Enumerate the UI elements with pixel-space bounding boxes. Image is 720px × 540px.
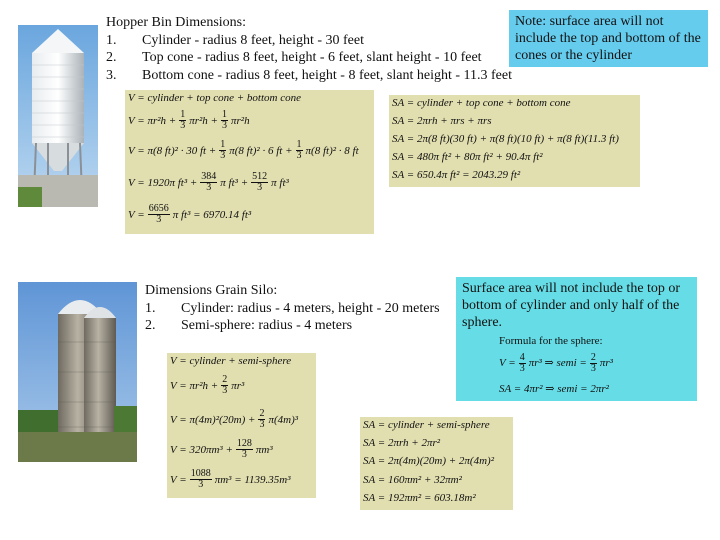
fraction: $\frac{2}{3}$ bbox=[222, 374, 228, 396]
fraction: $\frac{4}{3}$ bbox=[519, 352, 525, 374]
fraction: $\frac{1}{3}$ bbox=[296, 139, 302, 161]
fraction: $\frac{1}{3}$ bbox=[220, 139, 226, 161]
fraction: $\frac{1}{3}$ bbox=[221, 109, 227, 131]
formula-line: V = 1920π ft³ + $\frac{384}{3}$ π ft³ + $\frac{512}{3}$ π ft³ bbox=[128, 171, 289, 193]
sphere-volume-formula: V = $\frac{4}{3}$ πr³ ⇒ semi = $\frac{2}{3}$ πr³ bbox=[499, 352, 613, 374]
fraction: $\frac{2}{3}$ bbox=[259, 408, 265, 430]
formula-line: SA = 2πrh + 2πr² bbox=[363, 437, 441, 449]
formula-line: V = πr²h + $\frac{1}{3}$ πr²h + $\frac{1}{3}$ πr²h bbox=[128, 109, 250, 131]
formula-line: SA = 480π ft² + 80π ft² + 90.4π ft² bbox=[392, 151, 543, 163]
list-item: 1. Cylinder - radius 8 feet, height - 30 feet bbox=[106, 32, 364, 48]
fraction: $\frac{384}{3}$ bbox=[201, 171, 217, 193]
fraction: $\frac{6656}{3}$ bbox=[148, 203, 169, 225]
formula-line: SA = cylinder + top cone + bottom cone bbox=[392, 97, 571, 109]
surface-area-note: Note: surface area will not include the top and bottom of the cones or the cylinder bbox=[509, 10, 708, 67]
formula-line: V = πr²h + $\frac{2}{3}$ πr³ bbox=[170, 374, 245, 396]
formula-line: SA = cylinder + semi-sphere bbox=[363, 419, 490, 431]
formula-line: SA = 2π(4m)(20m) + 2π(4m)² bbox=[363, 455, 494, 467]
hopper-surface-area-box bbox=[389, 95, 640, 187]
formula-line: V = $\frac{6656}{3}$ π ft³ = 6970.14 ft³ bbox=[128, 203, 252, 225]
grain-silo-dimensions bbox=[145, 282, 455, 335]
formula-line: SA = 2πrh + πrs + πrs bbox=[392, 115, 492, 127]
fraction: $\frac{512}{3}$ bbox=[252, 171, 268, 193]
formula-line: V = cylinder + semi-sphere bbox=[170, 355, 292, 367]
formula-line: SA = 160πm² + 32πm² bbox=[363, 474, 462, 486]
formula-line: V = π(4m)²(20m) + $\frac{2}{3}$ π(4m)³ bbox=[170, 408, 299, 430]
fraction: $\frac{128}{3}$ bbox=[236, 438, 252, 460]
sphere-formula-title: Formula for the sphere: bbox=[499, 335, 603, 347]
grain-silo-photo bbox=[18, 282, 137, 462]
hopper-bin-dimensions bbox=[106, 14, 526, 84]
formula-line: V = $\frac{1088}{3}$ πm³ = 1139.35m³ bbox=[170, 468, 291, 490]
formula-line: SA = 192πm² = 603.18m² bbox=[363, 492, 476, 504]
list-item: 2. Semi-sphere: radius - 4 meters bbox=[145, 318, 353, 333]
formula-line: SA = 650.4π ft² = 2043.29 ft² bbox=[392, 169, 521, 181]
formula-line: SA = 2π(8 ft)(30 ft) + π(8 ft)(10 ft) + π(8 ft)(11.3 ft) bbox=[392, 133, 619, 145]
hopper-bin-photo bbox=[18, 25, 98, 207]
list-item: 3. Bottom cone - radius 8 feet, height - 8 feet, slant height - 11.3 feet bbox=[106, 67, 512, 83]
silo-surface-area-box bbox=[360, 417, 513, 510]
fraction: $\frac{1088}{3}$ bbox=[190, 468, 211, 490]
grain-silo-title: Dimensions Grain Silo: bbox=[145, 283, 278, 298]
formula-line: V = cylinder + top cone + bottom cone bbox=[128, 92, 301, 104]
fraction: $\frac{1}{3}$ bbox=[180, 109, 186, 131]
hopper-volume-box bbox=[125, 90, 374, 234]
formula-line: V = π(8 ft)² · 30 ft + $\frac{1}{3}$ π(8 ft)² · 6 ft + $\frac{1}{3}$ π(8 ft)² · 8 ft bbox=[128, 139, 359, 161]
list-item: 1. Cylinder: radius - 4 meters, height - 20 meters bbox=[145, 300, 440, 316]
hopper-bin-title: Hopper Bin Dimensions: bbox=[106, 15, 246, 30]
fraction: $\frac{2}{3}$ bbox=[590, 352, 596, 374]
sphere-surface-formula: SA = 4πr² ⇒ semi = 2πr² bbox=[499, 383, 609, 395]
silo-surface-area-note: Surface area will not include the top or bottom of cylinder and only half of the sphere. Formula for the sphere: V = $\frac{4}{3}$ πr³ ⇒ semi = $\frac{2}{3}$ πr³ SA = 4πr² ⇒ semi = 2πr² bbox=[456, 277, 697, 401]
list-item: 2. Top cone - radius 8 feet, height - 6 feet, slant height - 10 feet bbox=[106, 50, 482, 65]
silo-volume-box bbox=[167, 353, 316, 498]
formula-line: V = 320πm³ + $\frac{128}{3}$ πm³ bbox=[170, 438, 273, 460]
